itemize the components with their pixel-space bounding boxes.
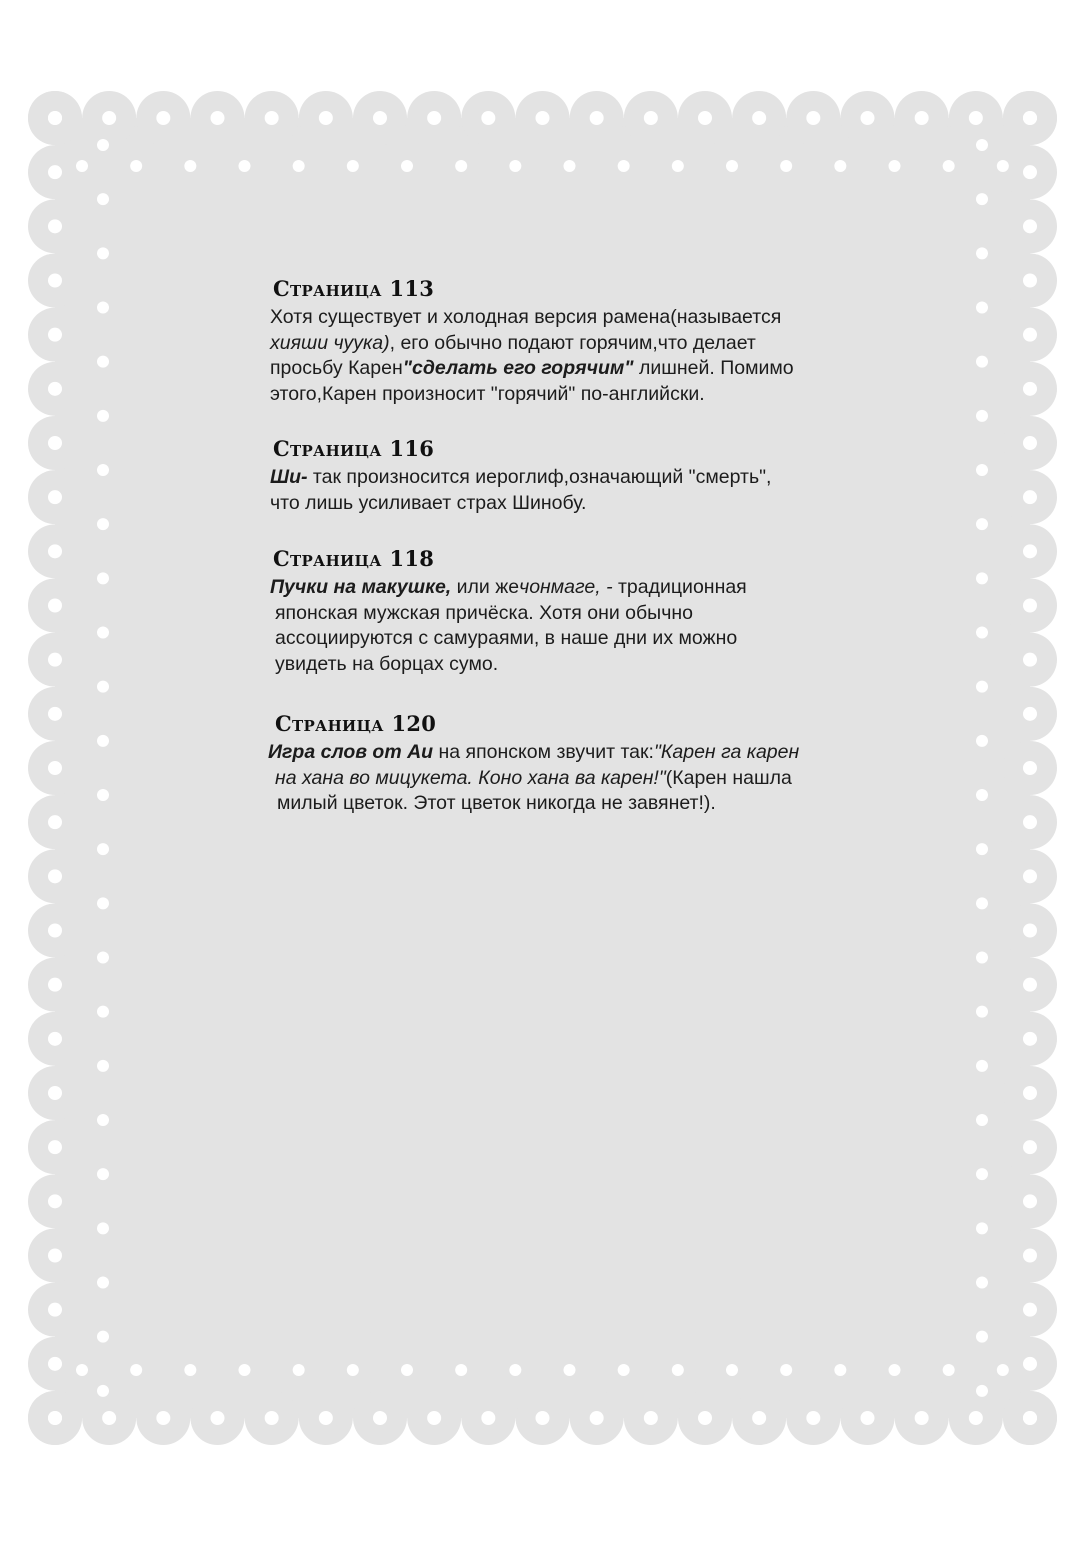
text-line (270, 331, 850, 357)
japanese-phrase: "Карен га карен (653, 741, 800, 763)
note-heading: Страница 113 (273, 276, 435, 301)
japanese-phrase: на хана во мицукета. Коно хана ва карен!" (275, 766, 666, 789)
note-page-116 (270, 435, 850, 516)
text-line (270, 305, 850, 331)
text-run: что лишь усиливает страх Шинобу. (270, 491, 587, 514)
text-run: Хотя существует и холодная версия рамена(называется (270, 306, 782, 328)
note-page-118 (270, 545, 850, 677)
text-line (270, 575, 850, 601)
text-run: на японском звучит так: (433, 741, 654, 763)
term-hiyashi-chuuka: хияши чуука) (270, 331, 390, 354)
text-line (270, 601, 850, 627)
text-run: этого,Карен произносит "горячий" по-английски. (270, 382, 705, 405)
text-run: (Карен нашла (665, 766, 792, 789)
text-run: , его обычно подают горячим,что делает (389, 331, 756, 354)
note-heading: Страница 120 (275, 711, 437, 736)
text-run: так произносится иероглиф,означающий "смерть", (307, 466, 772, 488)
text-run: милый цветок. Этот цветок никогда не завянет!). (277, 792, 716, 814)
quote-make-it-hot: "сделать его горячим" (402, 357, 634, 379)
text-run: ассоциируются с самураями, в наше дни их можно (275, 627, 738, 649)
text-run: просьбу Карен (270, 357, 403, 379)
term-shi: Ши- (270, 466, 308, 488)
note-text (270, 465, 850, 516)
note-text (270, 305, 850, 407)
text-line (268, 766, 850, 792)
term-chonmage: чонмаге, - (519, 576, 613, 598)
translation-notes (270, 275, 850, 817)
text-run: японская мужская причёска. Хотя они обычно (275, 601, 693, 624)
text-line (270, 652, 850, 678)
note-text (268, 740, 850, 817)
term-ai-wordplay: Игра слов от Аи (268, 741, 434, 763)
text-run: лишней. Помимо (633, 357, 794, 379)
text-line (270, 626, 850, 652)
note-text (270, 575, 850, 677)
term-topknot: Пучки на макушке, (270, 576, 452, 598)
note-page-120 (270, 710, 850, 817)
note-heading: Страница 118 (273, 546, 435, 571)
text-line (270, 356, 850, 382)
text-run: традиционная (612, 576, 747, 598)
text-line (270, 382, 850, 408)
text-run: увидеть на борцах сумо. (275, 652, 499, 675)
note-page-113 (270, 275, 850, 407)
text-line (268, 791, 850, 817)
note-heading: Страница 116 (273, 436, 435, 461)
text-run: или же (451, 576, 520, 598)
text-line (270, 465, 850, 491)
text-line (270, 491, 850, 517)
text-line (268, 740, 850, 766)
